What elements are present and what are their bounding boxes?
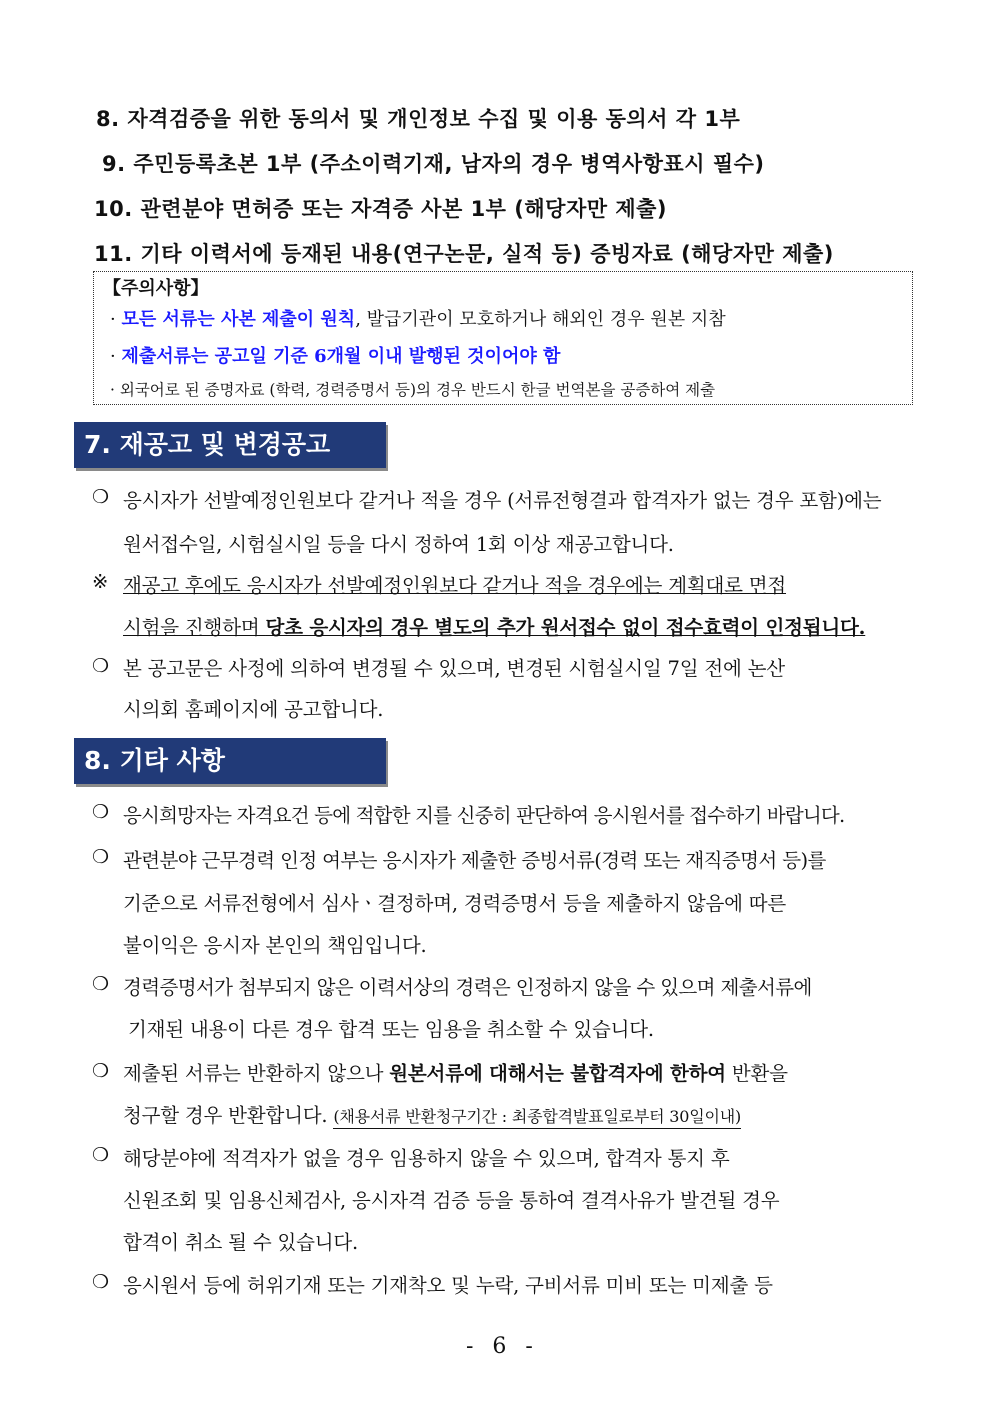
section-8-bullet-2-line-1: 관련분야 근무경력 인정 여부는 응시자가 제출한 증빙서류(경력 또는 재직증명서 등)를 xyxy=(123,849,826,872)
section-8-bullet-4-c: 반환을 xyxy=(725,1062,788,1085)
page-number: - 6 - xyxy=(466,1334,539,1359)
section-7-note-line-2 xyxy=(123,612,865,640)
section-7-bullet-2-line-1: 본 공고문은 사정에 의하여 변경될 수 있으며, 변경된 시험실시일 7일 전에 논산 xyxy=(123,657,785,680)
section-8-bullet-3-line-2: 기재된 내용이 다른 경우 합격 또는 임용을 취소할 수 있습니다. xyxy=(128,1018,654,1041)
section-8-bullet-4-line-1 xyxy=(123,1058,788,1086)
document-item-11: 11. 기타 이력서에 등재된 내용(연구논문, 실적 등) 증빙자료 (해당자만 제출) xyxy=(94,242,834,266)
bullet-icon: ❍ xyxy=(92,1271,110,1293)
section-8-bullet-6-line-1: 응시원서 등에 허위기재 또는 기재착오 및 누락, 구비서류 미비 또는 미제출 등 xyxy=(123,1274,773,1297)
section-8-bullet-5-line-3: 합격이 취소 될 수 있습니다. xyxy=(123,1231,358,1254)
notice-item-2 xyxy=(110,342,560,368)
section-7-bullet-2-line-2: 시의회 홈페이지에 공고합니다. xyxy=(123,698,384,721)
return-period-note: (채용서류 반환청구기간 : 최종합격발표일로부터 30일이내) xyxy=(333,1107,741,1129)
section-7-bullet-1-line-1: 응시자가 선발예정인원보다 같거나 적을 경우 (서류전형결과 합격자가 없는 경우 포함)에는 xyxy=(123,489,882,512)
bullet-icon: ❍ xyxy=(92,486,110,508)
notice-item-2-emphasis: 제출서류는 공고일 기준 6개월 이내 발행된 것이어야 함 xyxy=(121,346,561,367)
notice-item-1-rest: , 발급기관이 모호하거나 해외인 경우 원본 지참 xyxy=(355,309,726,330)
notice-item-1-marker: · xyxy=(110,309,116,330)
section-8-header: 8. 기타 사항 xyxy=(74,738,386,784)
section-8-bullet-4-line-2-text: 청구할 경우 반환합니다. xyxy=(123,1104,334,1127)
bullet-icon: ❍ xyxy=(92,973,110,995)
section-8-bullet-1: 응시희망자는 자격요건 등에 적합한 지를 신중히 판단하여 응시원서를 접수하기 바랍니다. xyxy=(123,804,845,827)
bullet-icon: ❍ xyxy=(92,655,110,677)
section-8-bullet-2-line-2: 기준으로 서류전형에서 심사ㆍ결정하며, 경력증명서 등을 제출하지 않음에 따른 xyxy=(123,892,787,915)
section-7-bullet-1-line-2: 원서접수일, 시험실시일 등을 다시 정하여 1회 이상 재공고합니다. xyxy=(123,533,674,556)
section-8-bullet-4-line-2 xyxy=(123,1100,741,1128)
notice-item-1-emphasis: 모든 서류는 사본 제출이 원칙 xyxy=(121,309,356,330)
section-8-bullet-3-line-1: 경력증명서가 첨부되지 않은 이력서상의 경력은 인정하지 않을 수 있으며 제출서류에 xyxy=(123,976,812,999)
section-7-header: 7. 재공고 및 변경공고 xyxy=(74,422,386,468)
bullet-icon: ❍ xyxy=(92,846,110,868)
notice-item-3: · 외국어로 된 증명자료 (학력, 경력증명서 등)의 경우 반드시 한글 번역본을 공증하여 제출 xyxy=(110,381,716,399)
section-8-bullet-4-emphasis: 원본서류에 대해서는 불합격자에 한하여 xyxy=(389,1062,726,1085)
notice-title: 【주의사항】 xyxy=(103,278,209,299)
section-7-note-line-2-emphasis: 당초 응시자의 경우 별도의 추가 원서접수 없이 접수효력이 인정됩니다. xyxy=(265,616,866,639)
notice-item-1 xyxy=(110,305,726,331)
bullet-icon: ❍ xyxy=(92,1060,110,1082)
bullet-icon: ❍ xyxy=(92,801,110,823)
section-8-bullet-5-line-2: 신원조회 및 임용신체검사, 응시자격 검증 등을 통하여 결격사유가 발견될 경우 xyxy=(123,1189,780,1212)
document-item-10: 10. 관련분야 면허증 또는 자격증 사본 1부 (해당자만 제출) xyxy=(94,197,668,221)
document-item-8: 8. 자격검증을 위한 동의서 및 개인정보 수집 및 이용 동의서 각 1부 xyxy=(96,107,741,131)
document-item-9: 9. 주민등록초본 1부 (주소이력기재, 남자의 경우 병역사항표시 필수) xyxy=(102,152,765,176)
section-8-bullet-4-a: 제출된 서류는 반환하지 않으나 xyxy=(123,1062,390,1085)
bullet-icon: ❍ xyxy=(92,1144,110,1166)
notice-item-2-marker: · xyxy=(110,346,116,367)
section-8-bullet-2-line-3: 불이익은 응시자 본인의 책임입니다. xyxy=(123,934,427,957)
section-7-note-line-1: 재공고 후에도 응시자가 선발예정인원보다 같거나 적을 경우에는 계획대로 면접 xyxy=(123,574,787,597)
section-7-note-line-2-a: 시험을 진행하며 xyxy=(123,616,266,639)
note-marker: ※ xyxy=(92,570,109,593)
section-8-bullet-5-line-1: 해당분야에 적격자가 없을 경우 임용하지 않을 수 있으며, 합격자 통지 후 xyxy=(123,1147,730,1170)
